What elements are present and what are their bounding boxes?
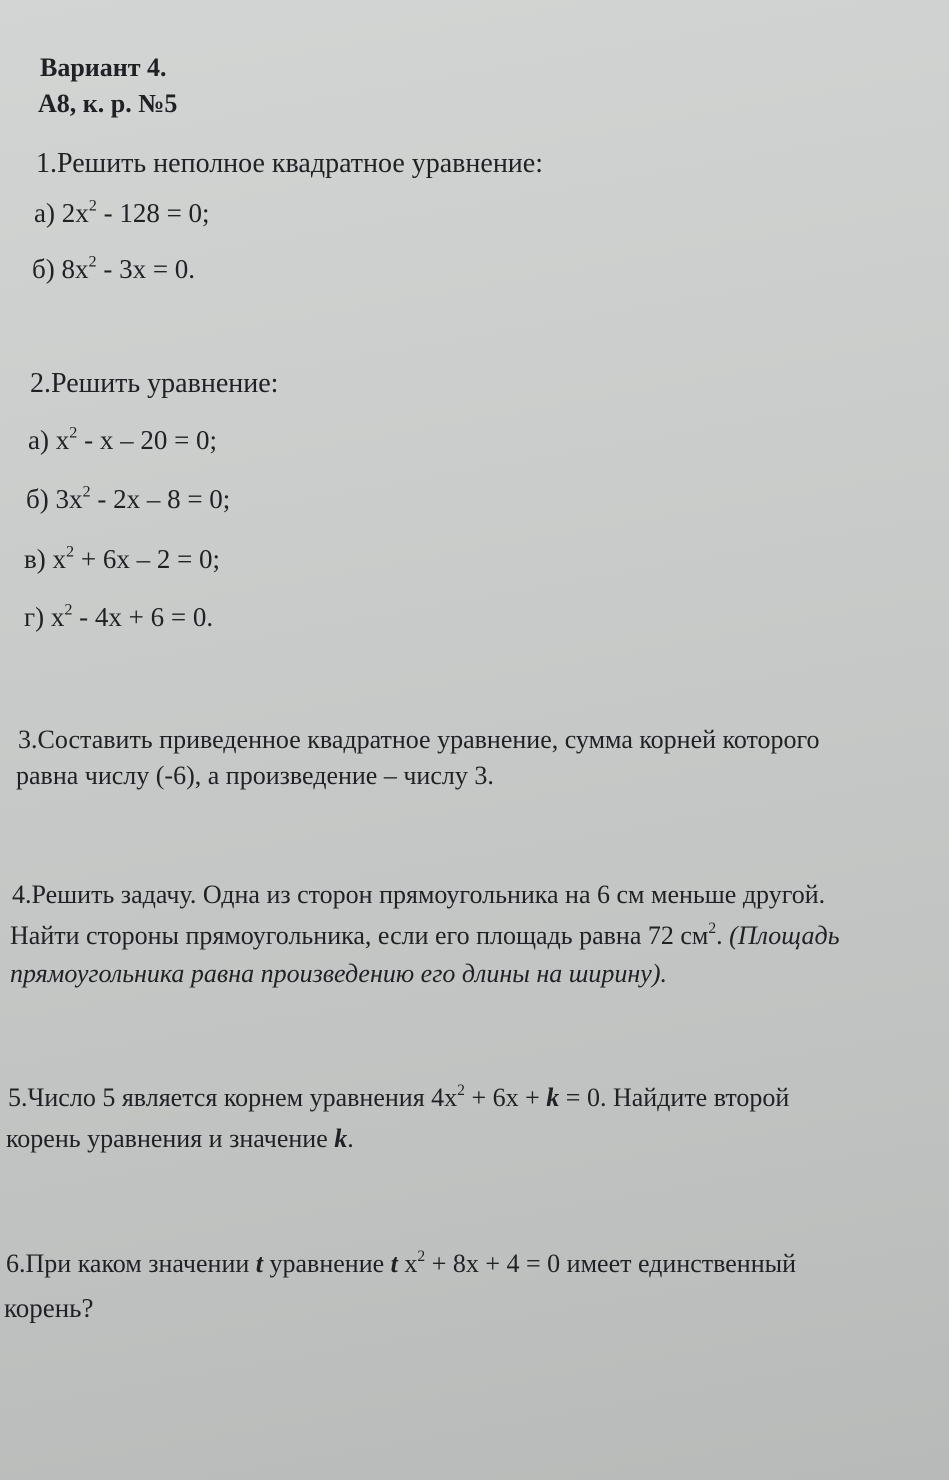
task4-line3: прямоугольника равна произведению его длины на ширину). (10, 959, 667, 988)
task2-item-d: г) $x^2 - 4x + 6 = 0$. (24, 600, 214, 632)
variant-heading: Вариант 4. (40, 53, 167, 82)
task2-item-c: в) $x^2 + 6x - 2 = 0$; (24, 542, 221, 574)
task3-line1: 3.Составить приведенное квадратное уравнение, сумма корней которого (18, 725, 820, 754)
task1-title: 1.Решить неполное квадратное уравнение: (36, 148, 543, 179)
task6-line1: 6.При каком значении t уравнение t $x^2 + 8x + 4 = 0$ имеет единственный (6, 1248, 797, 1278)
class-heading: А8, к. р. №5 (38, 89, 178, 118)
task4-line2: Найти стороны прямоугольника, если его площадь равна 72 $см^2$. (Площадь (10, 920, 840, 950)
task5-line1: 5.Число 5 является корнем уравнения $4x^2 + 6x + k = 0$. Найдите второй (8, 1082, 790, 1112)
task6-line2: корень? (4, 1293, 94, 1323)
task5-line2: корень уравнения и значение k. (6, 1124, 354, 1153)
task1-item-b: б) $8x^2 - 3x = 0$. (32, 252, 196, 284)
task1-item-a: а) $2x^2 - 128 = 0$; (34, 196, 210, 228)
task2-title: 2.Решить уравнение: (30, 368, 279, 399)
task2-item-b: б) $3x^2 - 2x - 8 = 0$; (26, 482, 231, 514)
task2-item-a: а) $x^2 - x - 20 = 0$; (28, 423, 218, 455)
task3-line2: равна числу (-6), а произведение – числу 3. (16, 761, 494, 790)
task4-line1: 4.Решить задачу. Одна из сторон прямоугольника на 6 см меньше другой. (12, 880, 826, 909)
